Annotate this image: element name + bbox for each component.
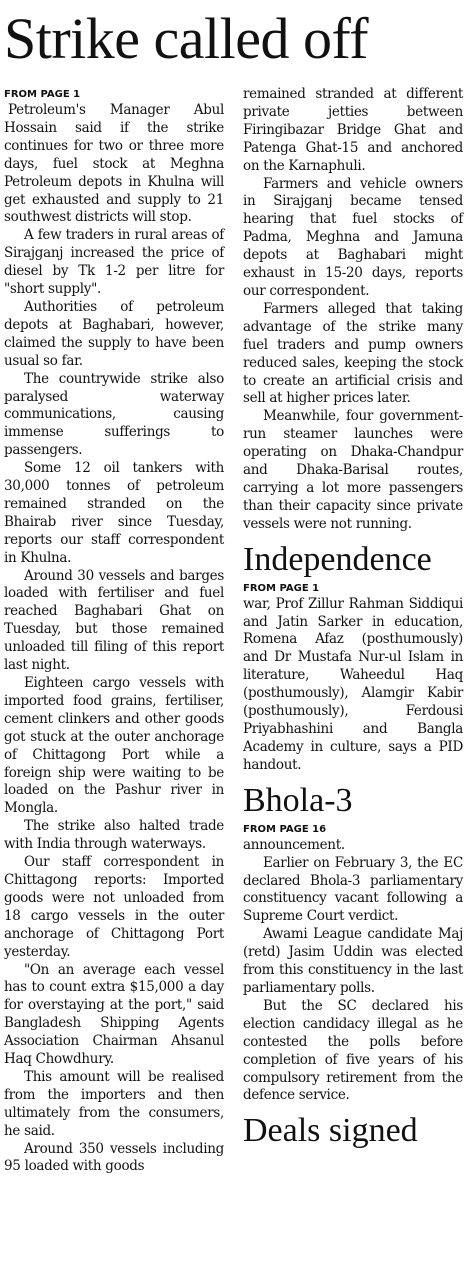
paragraph: Eighteen cargo vessels with imported food grains, fertiliser, cement clinkers and other goods got stuck at the outer anchorage of Chittagong Port while a foreign ship were waiting to be loaded on the Pashur river in Mongla. bbox=[4, 675, 224, 817]
paragraph: war, Prof Zillur Rahman Siddiqui and Jatin Sarker in education, Romena Afaz (posthumously) and Dr Mustafa Nur-ul Islam in literature, Waheedul Haq (posthumously), Alamgir Kabir (posthumously), Ferdousi Priyabhashini and Bangla Academy in culture, says a PID handout. bbox=[243, 595, 463, 773]
paragraph: Awami League candidate Maj (retd) Jasim Uddin was elected from this constituency in the last parliamentary polls. bbox=[243, 926, 463, 996]
independence-headline: Independence bbox=[243, 540, 432, 578]
paragraph: But the SC declared his election candidacy illegal as he contested the polls before completion of five years of his compulsory retirement from the defence service. bbox=[243, 997, 463, 1104]
paragraph: "On an average each vessel has to count extra $15,000 a day for overstaying at the port," said Bangladesh Shipping Agents Association Chairman Ahsanul Haq Chowdhury. bbox=[4, 961, 224, 1068]
deals-headline: Deals signed bbox=[243, 1112, 418, 1150]
paragraph: Some 12 oil tankers with 30,000 tonnes of petroleum remained stranded on the Bhairab river since Tuesday, reports our staff correspondent in Khulna. bbox=[4, 460, 224, 566]
paragraph: Earlier on February 3, the EC declared Bhola-3 parliamentary constituency vacant following a Supreme Court verdict. bbox=[243, 854, 463, 925]
paragraph: This amount will be realised from the importers and then ultimately from the consumers, he said. bbox=[4, 1068, 224, 1139]
left-column bbox=[4, 86, 224, 1176]
paragraph: The strike also halted trade with India through waterways. bbox=[4, 818, 224, 853]
paragraph: Around 30 vessels and barges loaded with fertiliser and fuel reached Baghabari Ghat on Tuesday, but those remained unloaded till filing of this report last night. bbox=[4, 567, 224, 674]
bhola-headline: Bhola-3 bbox=[243, 781, 353, 819]
paragraph: A few traders in rural areas of Sirajganj increased the price of diesel by Tk 1-2 per litre for "short supply". bbox=[4, 227, 224, 298]
paragraph: Meanwhile, four government-run steamer launches were operating on Dhaka-Chandpur and Dhaka-Barisal routes, carrying a lot more passengers than their capacity since private vessels were not running. bbox=[243, 408, 463, 532]
paragraph: Our staff correspondent in Chittagong reports: Imported goods were not unloaded from 18 cargo vessels in the outer anchorage of Chittagong Port yesterday. bbox=[4, 854, 224, 960]
paragraph: Petroleum's Manager Abul Hossain said if the strike continues for two or three more days, fuel stock at Meghna Petroleum depots in Khulna will get exhausted and supply to 21 southwest districts will stop. bbox=[4, 102, 224, 226]
paragraph: Farmers alleged that taking advantage of the strike many fuel traders and pump owners reduced sales, keeping the stock to create an artificial crisis and sell at higher prices later. bbox=[243, 300, 463, 407]
paragraph: announcement. bbox=[243, 836, 345, 853]
main-story-kicker: FROM PAGE 1 bbox=[4, 89, 81, 100]
paragraph: Farmers and vehicle owners in Sirajganj became tensed hearing that fuel stocks of Padma, Meghna and Jamuna depots at Baghabari might exhaust in 15-20 days, reports our correspondent. bbox=[243, 175, 463, 299]
paragraph: Around 350 vessels including 95 loaded with goods bbox=[4, 1140, 224, 1175]
main-headline: Strike called off bbox=[4, 6, 369, 71]
paragraph: Authorities of petroleum depots at Baghabari, however, claimed the supply to have been usual so far. bbox=[4, 298, 224, 369]
bhola-kicker: FROM PAGE 16 bbox=[243, 823, 327, 835]
paragraph: remained stranded at different private jetties between Firingibazar Bridge Ghat and Patenga Ghat-15 and anchored on the Karnaphuli. bbox=[243, 86, 463, 174]
right-column bbox=[243, 86, 463, 1151]
paragraph: The countrywide strike also paralysed waterway communications, causing immense sufferings to passengers. bbox=[4, 370, 224, 459]
independence-kicker: FROM PAGE 1 bbox=[243, 582, 320, 594]
